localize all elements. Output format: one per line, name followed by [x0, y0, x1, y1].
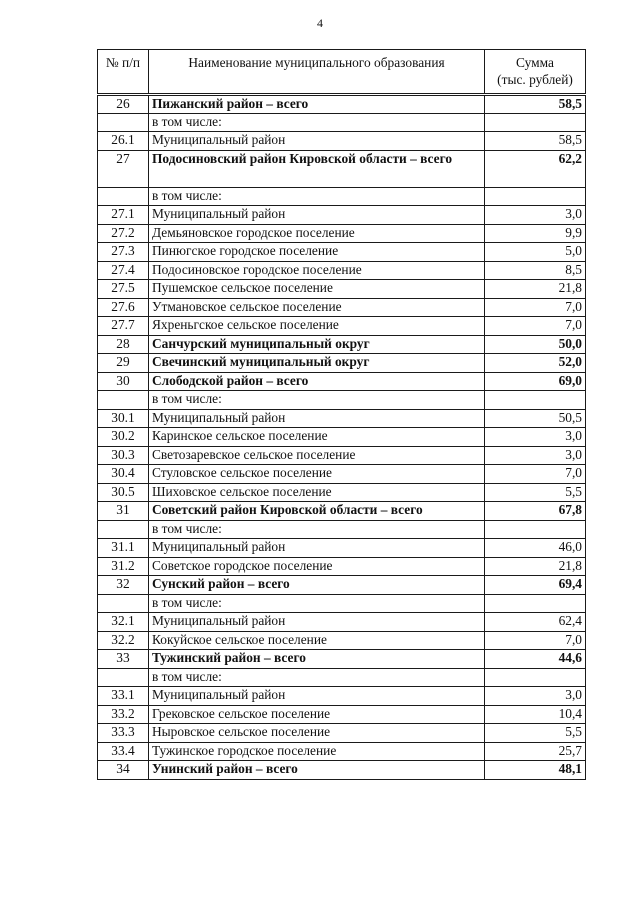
table-row: [98, 243, 586, 262]
row-municipality-name: Пижанский район – всего: [149, 95, 485, 114]
row-sum: 25,7: [485, 742, 586, 761]
table-header-row: [98, 50, 586, 95]
row-sum: 69,4: [485, 576, 586, 595]
row-number: 30.4: [98, 465, 149, 484]
row-municipality-name: в том числе:: [149, 187, 485, 206]
row-sum: 3,0: [485, 446, 586, 465]
row-number: 27: [98, 150, 149, 187]
row-number: 30.2: [98, 428, 149, 447]
row-number: [98, 520, 149, 539]
row-municipality-name: Демьяновское городское поселение: [149, 224, 485, 243]
row-number: 32.1: [98, 613, 149, 632]
row-number: 30.1: [98, 409, 149, 428]
table-row: [98, 446, 586, 465]
row-sum: [485, 113, 586, 132]
row-sum: 69,0: [485, 372, 586, 391]
row-number: 31.1: [98, 539, 149, 558]
page-number: 4: [317, 16, 323, 30]
table-row: [98, 761, 586, 780]
table-row: [98, 502, 586, 521]
table-row: [98, 724, 586, 743]
row-municipality-name: в том числе:: [149, 113, 485, 132]
row-sum: 9,9: [485, 224, 586, 243]
row-sum: 5,0: [485, 243, 586, 262]
row-sum: 8,5: [485, 261, 586, 280]
row-municipality-name: Подосиновский район Кировской области – всего: [149, 150, 485, 187]
table-row: [98, 150, 586, 187]
row-sum: 10,4: [485, 705, 586, 724]
row-municipality-name: Кокуйское сельское поселение: [149, 631, 485, 650]
table-row: [98, 687, 586, 706]
row-municipality-name: Светозаревское сельское поселение: [149, 446, 485, 465]
row-municipality-name: Муниципальный район: [149, 409, 485, 428]
table-row: [98, 224, 586, 243]
row-municipality-name: Муниципальный район: [149, 132, 485, 151]
table-row: [98, 261, 586, 280]
row-number: 30.5: [98, 483, 149, 502]
row-sum: 3,0: [485, 428, 586, 447]
row-municipality-name: Тужинский район – всего: [149, 650, 485, 669]
row-municipality-name: в том числе:: [149, 520, 485, 539]
table-body: [98, 95, 586, 780]
row-number: 26.1: [98, 132, 149, 151]
row-number: 32: [98, 576, 149, 595]
table-row: [98, 539, 586, 558]
row-municipality-name: Муниципальный район: [149, 206, 485, 225]
row-municipality-name: Пушемское сельское поселение: [149, 280, 485, 299]
row-number: 27.4: [98, 261, 149, 280]
table-row: [98, 298, 586, 317]
row-sum: 67,8: [485, 502, 586, 521]
table-row: [98, 391, 586, 410]
row-sum: [485, 594, 586, 613]
table-row: [98, 705, 586, 724]
row-number: 28: [98, 335, 149, 354]
table-row: [98, 280, 586, 299]
header-sum-title: Сумма: [516, 55, 554, 70]
row-municipality-name: Подосиновское городское поселение: [149, 261, 485, 280]
row-municipality-name: Советский район Кировской области – всего: [149, 502, 485, 521]
row-sum: [485, 391, 586, 410]
row-number: 27.7: [98, 317, 149, 336]
row-number: 27.2: [98, 224, 149, 243]
row-municipality-name: Каринское сельское поселение: [149, 428, 485, 447]
table-row: [98, 335, 586, 354]
row-number: 33.3: [98, 724, 149, 743]
row-municipality-name: Санчурский муниципальный округ: [149, 335, 485, 354]
row-number: [98, 391, 149, 410]
row-number: [98, 594, 149, 613]
table-row: [98, 631, 586, 650]
row-municipality-name: Шиховское сельское поселение: [149, 483, 485, 502]
table-row: [98, 520, 586, 539]
row-number: 30.3: [98, 446, 149, 465]
row-municipality-name: Пинюгское городское поселение: [149, 243, 485, 262]
header-municipality-name: Наименование муниципального образования: [149, 50, 485, 95]
table-row: [98, 354, 586, 373]
row-number: 27.3: [98, 243, 149, 262]
row-sum: 21,8: [485, 280, 586, 299]
row-municipality-name: Утмановское сельское поселение: [149, 298, 485, 317]
table-row: [98, 557, 586, 576]
table-row: [98, 317, 586, 336]
table-row: [98, 428, 586, 447]
row-sum: 3,0: [485, 687, 586, 706]
row-number: 33.2: [98, 705, 149, 724]
row-sum: 58,5: [485, 132, 586, 151]
row-sum: 46,0: [485, 539, 586, 558]
row-municipality-name: Стуловское сельское поселение: [149, 465, 485, 484]
row-municipality-name: Грековское сельское поселение: [149, 705, 485, 724]
row-sum: 7,0: [485, 465, 586, 484]
row-number: 32.2: [98, 631, 149, 650]
row-municipality-name: в том числе:: [149, 668, 485, 687]
table-row: [98, 483, 586, 502]
row-number: [98, 113, 149, 132]
row-municipality-name: Муниципальный район: [149, 613, 485, 632]
row-municipality-name: Свечинский муниципальный округ: [149, 354, 485, 373]
row-sum: 5,5: [485, 724, 586, 743]
table-row: [98, 132, 586, 151]
table-row: [98, 742, 586, 761]
row-sum: 21,8: [485, 557, 586, 576]
row-sum: 50,5: [485, 409, 586, 428]
row-municipality-name: Советское городское поселение: [149, 557, 485, 576]
table-row: [98, 187, 586, 206]
row-municipality-name: Сунский район – всего: [149, 576, 485, 595]
table-row: [98, 95, 586, 114]
table-row: [98, 465, 586, 484]
row-municipality-name: Унинский район – всего: [149, 761, 485, 780]
row-sum: 3,0: [485, 206, 586, 225]
row-number: 30: [98, 372, 149, 391]
row-sum: 52,0: [485, 354, 586, 373]
row-sum: 62,2: [485, 150, 586, 187]
row-municipality-name: Тужинское городское поселение: [149, 742, 485, 761]
table-row: [98, 372, 586, 391]
row-municipality-name: Яхреньгское сельское поселение: [149, 317, 485, 336]
header-sum-unit: (тыс. рублей): [497, 72, 573, 87]
row-number: 31.2: [98, 557, 149, 576]
row-number: 33: [98, 650, 149, 669]
row-sum: 44,6: [485, 650, 586, 669]
table-row: [98, 594, 586, 613]
row-municipality-name: Муниципальный район: [149, 687, 485, 706]
row-sum: 48,1: [485, 761, 586, 780]
table-row: [98, 668, 586, 687]
row-sum: [485, 520, 586, 539]
row-number: 33.4: [98, 742, 149, 761]
table-row: [98, 409, 586, 428]
header-sum: [485, 50, 586, 95]
row-sum: 62,4: [485, 613, 586, 632]
row-sum: 7,0: [485, 298, 586, 317]
row-municipality-name: в том числе:: [149, 594, 485, 613]
row-number: 27.5: [98, 280, 149, 299]
row-sum: 58,5: [485, 95, 586, 114]
row-sum: 5,5: [485, 483, 586, 502]
row-number: [98, 668, 149, 687]
table-row: [98, 650, 586, 669]
row-number: 34: [98, 761, 149, 780]
row-municipality-name: Ныровское сельское поселение: [149, 724, 485, 743]
row-municipality-name: Муниципальный район: [149, 539, 485, 558]
row-sum: 7,0: [485, 631, 586, 650]
row-number: 31: [98, 502, 149, 521]
row-number: 27.6: [98, 298, 149, 317]
row-number: 29: [98, 354, 149, 373]
row-sum: 50,0: [485, 335, 586, 354]
row-sum: 7,0: [485, 317, 586, 336]
table-row: [98, 576, 586, 595]
row-municipality-name: в том числе:: [149, 391, 485, 410]
row-number: 33.1: [98, 687, 149, 706]
row-number: 27.1: [98, 206, 149, 225]
row-municipality-name: Слободской район – всего: [149, 372, 485, 391]
header-number: № п/п: [98, 50, 149, 95]
row-number: 26: [98, 95, 149, 114]
row-number: [98, 187, 149, 206]
row-sum: [485, 668, 586, 687]
table-row: [98, 206, 586, 225]
allocation-table: [97, 49, 586, 780]
row-sum: [485, 187, 586, 206]
table-row: [98, 613, 586, 632]
table-row: [98, 113, 586, 132]
